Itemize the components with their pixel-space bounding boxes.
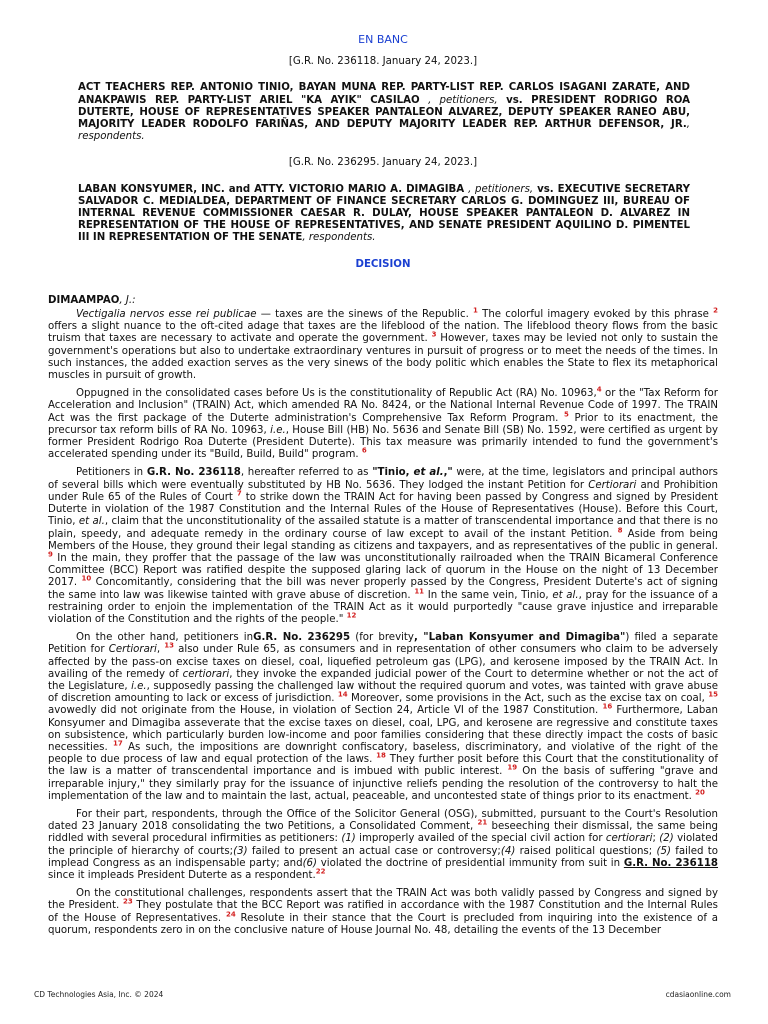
paragraph-text: avowedly did not originate from the House, in violation of Section 24, Article VI of the 1987 Constitution. [48,705,603,717]
footnote-marker[interactable]: 24 [225,910,236,919]
footnote-marker[interactable]: 6 [361,446,367,455]
paragraph-text: Vectigalia nervos esse rei publicae — taxes are the sinews of the Republic. [76,309,474,321]
petitioners-names-1: ACT TEACHERS REP. ANTONIO TINIO, BAYAN MUNA REP. PARTY-LIST REP. CARLOS ISAGANI ZARATE, AND ANAKPAWIS REP. PARTY-LIST ARIEL "KA AYIK" CASILAO [78,82,690,106]
footnote-marker[interactable]: 2 [713,306,719,315]
paragraph-text: Petitioners in G.R. No. 236118, hereafter referred to as "Tinio, et al.," were, at the time, legislators and principal authors of several bills which were eventually substituted by HB No. 5636. They lodged the instant Petition for Certiorari and Prohibition under Rule 65 of the Rules of Court [48,467,718,503]
petitioners-label-1: , petitioners, [428,94,498,106]
ponente [48,295,718,307]
case-title-2 [78,184,690,245]
decision-body [48,306,719,937]
paragraph-text: Moreover, some provisions in the Act, such as the excise tax on coal, [347,693,709,705]
ponente-name: DIMAAMPAO [48,294,120,306]
footnote-marker[interactable]: 14 [337,690,348,699]
paragraph-text: also under Rule 65, as consumers and in representation of other consumers who claim to be adversely affected by the pass-on excise taxes on diesel, coal, liquefied petroleum gas (LPG), and kerosene imposed by the TRAIN Act. In availing of the remedy of certiorari, they invoke the expanded judicial power of the Court to determine whether or not the act of the Legislature, i.e., supposedly passing the challenged law without the required quorum and votes, was tainted with grave abuse of discretion amounting to lack or excess of jurisdiction. [48,644,718,705]
body-paragraph [48,385,718,461]
paragraph-text: As such, the impositions are downright confiscatory, baseless, discriminatory, and violative of the right of the people to due process of law and equal protection of the laws. [48,741,718,766]
paragraph-text: Oppugned in the consolidated cases before Us is the constitutionality of Republic Act (RA) No. 10963, [76,388,597,400]
paragraph-text: In the main, they proffer that the passage of the law was unconstitutionally railroaded when the TRAIN Bicameral Conference Committee (BCC) Report was ratified despite the supposed glaring lack of quorum in the House on the night of 13 December 2017. [48,552,718,589]
paragraph-text: For their part, respondents, through the Office of the Solicitor General (OSG), submitted, pursuant to the Court's Resolution dated 23 January 2018 consolidating the two Petitions, a Consolidated Comment, [48,808,718,833]
gr-number-2: [G.R. No. 236295. January 24, 2023.] [288,157,478,169]
paragraph-text: or the "Tax Reform for Acceleration and Inclusion" (TRAIN) Act, which amended RA No. 8424, or the National Internal Revenue Code of 1997. The TRAIN Act was the first package of the Duterte administration's Comprehensive Tax Reform Program. [48,388,718,424]
footnote-marker[interactable]: 11 [414,587,425,596]
division-heading: EN BANC [358,33,408,46]
footnote-marker[interactable]: 4 [596,385,602,394]
paragraph-text: However, taxes may be levied not only to sustain the government's operations but also to undertake extraordinary ventures in pursuit of progress or to meet the needs of the times. In such instances, the added exaction serves as the very sinews of the body politic which enables the State to flex its metaphorical muscles in pursuit of growth. [48,333,718,382]
decision-heading: DECISION [355,258,411,270]
respondents-label-2: , respondents. [302,232,376,244]
footnote-marker[interactable]: 3 [431,331,437,340]
decision-page [48,34,718,943]
gr-number-1: [G.R. No. 236118. January 24, 2023.] [288,56,478,68]
petitioners-names-2: LABAN KONSYUMER, INC. and ATTY. VICTORIO MARIO A. DIMAGIBA [78,183,465,195]
respondents-label-1: , respondents. [78,119,690,143]
footnote-marker[interactable]: 8 [617,526,623,535]
versus-2: vs. [537,183,554,195]
body-paragraph [48,306,719,382]
paragraph-text: Furthermore, Laban Konsyumer and Dimagiba asseverate that the excise taxes on diesel, coal, LPG, and kerosene are regressive and constitute taxes on subsistence, which particularly burden low-income and poor families considering that these directly impact the costs of basic necessities. [48,705,718,753]
footnote-marker[interactable]: 1 [473,306,478,315]
footnote-marker[interactable]: 12 [346,611,357,620]
body-paragraph [48,467,718,626]
paragraph-text: On the basis of suffering "grave and irreparable injury," they similarly pray for the issuance of injunctive reliefs pending the resolution of the controversy to halt the implementation of the law and to maintain the last, actual, peaceable, and uncontested state of things prior to its enactment. [48,766,718,802]
footnote-marker[interactable]: 17 [112,739,123,748]
footnote-marker[interactable]: 18 [376,751,386,760]
body-paragraph [48,888,718,937]
footnote-marker[interactable]: 15 [708,690,718,699]
paragraph-text: Resolute in their stance that the Court is precluded from inquiring into the existence of a quorum, respondents zero in on the conclusive nature of House Journal No. 48, detailing the events of the 13 December [48,912,718,936]
case-title-1 [78,82,690,143]
body-paragraph [48,809,718,882]
footnote-marker[interactable]: 23 [122,898,133,906]
paragraph-text: They further posit before this Court that the constitutionality of the law is a matter of transcendental importance and is imbued with public interest. [48,754,719,778]
paragraph-text: They postulate that the BCC Report was ratified in accordance with the 1987 Constitution and the Internal Rules of the House of Representatives. [48,900,718,924]
versus-1: vs. [506,94,523,106]
footnote-marker[interactable]: 19 [507,763,518,772]
paragraph-text: beseeching their dismissal, the same being riddled with several procedural infirmities as petitioners: (1) improperly availed of the special civil action for certiorari; (2) violated the principle of hierarchy of courts;(3) failed to present an actual case or controversy;(4) raised political questions; (5) failed to implead Congress as an indispensable party; and(6) violated the doctrine of presidential immunity from suit in G.R. No. 236118 since it impleads President Duterte as a respondent. [48,821,719,881]
paragraph-text: to strike down the TRAIN Act for having been passed by Congress and signed by President Duterte in violation of the 1987 Constitution and the Internal Rules of the House of Representatives (House). Before this Court, Tinio, et al., claim that the unconstitutionality of the assailed statute is a matter of transcendental importance and that there is no plain, speedy, and adequate remedy in the ordinary course of law except to avail of the instant Petition. [48,491,718,540]
ponente-suffix: , J.: [119,294,136,306]
petitioners-label-2: , petitioners, [468,183,534,195]
footnote-marker[interactable]: 5 [564,410,569,419]
respondents-names-1: PRESIDENT RODRIGO ROA DUTERTE, HOUSE OF REPRESENTATIVES SPEAKER PANTALEON ALVAREZ, DEPUTY SPEAKER RANEO ABU, MAJORITY LEADER RODOLFO FARIÑAS, AND DEPUTY MAJORITY LEADER REP. ARTHUR DEFENSOR, JR. [78,94,691,131]
paragraph-text: offers a slight nuance to the oft-cited adage that taxes are the lifeblood of the nation. The lifeblood theory flows from the basic truism that taxes are necessary to activate and operate the government. [48,321,718,345]
footnote-marker[interactable]: 20 [695,788,705,797]
paragraph-text: On the other hand, petitioners inG.R. No. 236295 (for brevity, "Laban Konsyumer and Dimagiba") filed a separate Petition for Certiorari, [48,632,718,656]
footnote-marker[interactable]: 21 [477,818,488,827]
paragraph-text: The colorful imagery evoked by this phrase [477,309,714,321]
paragraph-text: Prior to its enactment, the precursor tax reform bills of RA No. 10963, i.e., House Bill (HB) No. 5636 and Senate Bill (SB) No. 1592, were certified as urgent by former President Rodrigo Roa Duterte (President Duterte). This tax measure was primarily intended to fund the government's accelerated spending under its "Build, Build, Build" program. [48,412,718,461]
footnote-marker[interactable]: 22 [315,867,326,876]
paragraph-text: On the constitutional challenges, respondents assert that the TRAIN Act was both validly passed by Congress and signed by the President. [48,888,718,912]
footnote-marker[interactable]: 7 [236,489,242,498]
footnote-marker[interactable]: 9 [48,550,53,559]
paragraph-text: Aside from being Members of the House, they ground their legal standing as citizens and taxpayers, and as representatives of the public in general. [48,528,718,552]
respondents-names-2: EXECUTIVE SECRETARY SALVADOR C. MEDIALDEA, DEPARTMENT OF FINANCE SECRETARY CARLOS G. DOMINGUEZ III, BUREAU OF INTERNAL REVENUE COMMISSIONER CAESAR R. DULAY, HOUSE SPEAKER PANTALEON D. ALVAREZ IN REPRESENTATION OF THE HOUSE OF REPRESENTATIVES, AND SENATE PRESIDENT AQUILINO D. PIMENTEL III IN REPRESENTATION OF THE SENATE [78,183,690,244]
footer-copyright: CD Technologies Asia, Inc. © 2024 [34,990,164,999]
paragraph-text: In the same vein, Tinio, et al., pray for the issuance of a restraining order to enjoin the implementation of the TRAIN Act as it would purportedly "cause grave injustice and irreparable violation of the Constitution and the rights of the people." [48,589,719,625]
footnote-marker[interactable]: 13 [164,641,174,650]
body-paragraph [48,632,718,803]
footnote-marker[interactable]: 10 [81,574,92,583]
paragraph-text: Concomitantly, considering that the bill was never properly passed by the Congress, President Duterte's act of signing the same into law was likewise tainted with grave abuse of discretion. [48,577,719,601]
footnote-marker[interactable]: 16 [602,702,613,711]
footer-site: cdasiaonline.com [665,990,731,999]
